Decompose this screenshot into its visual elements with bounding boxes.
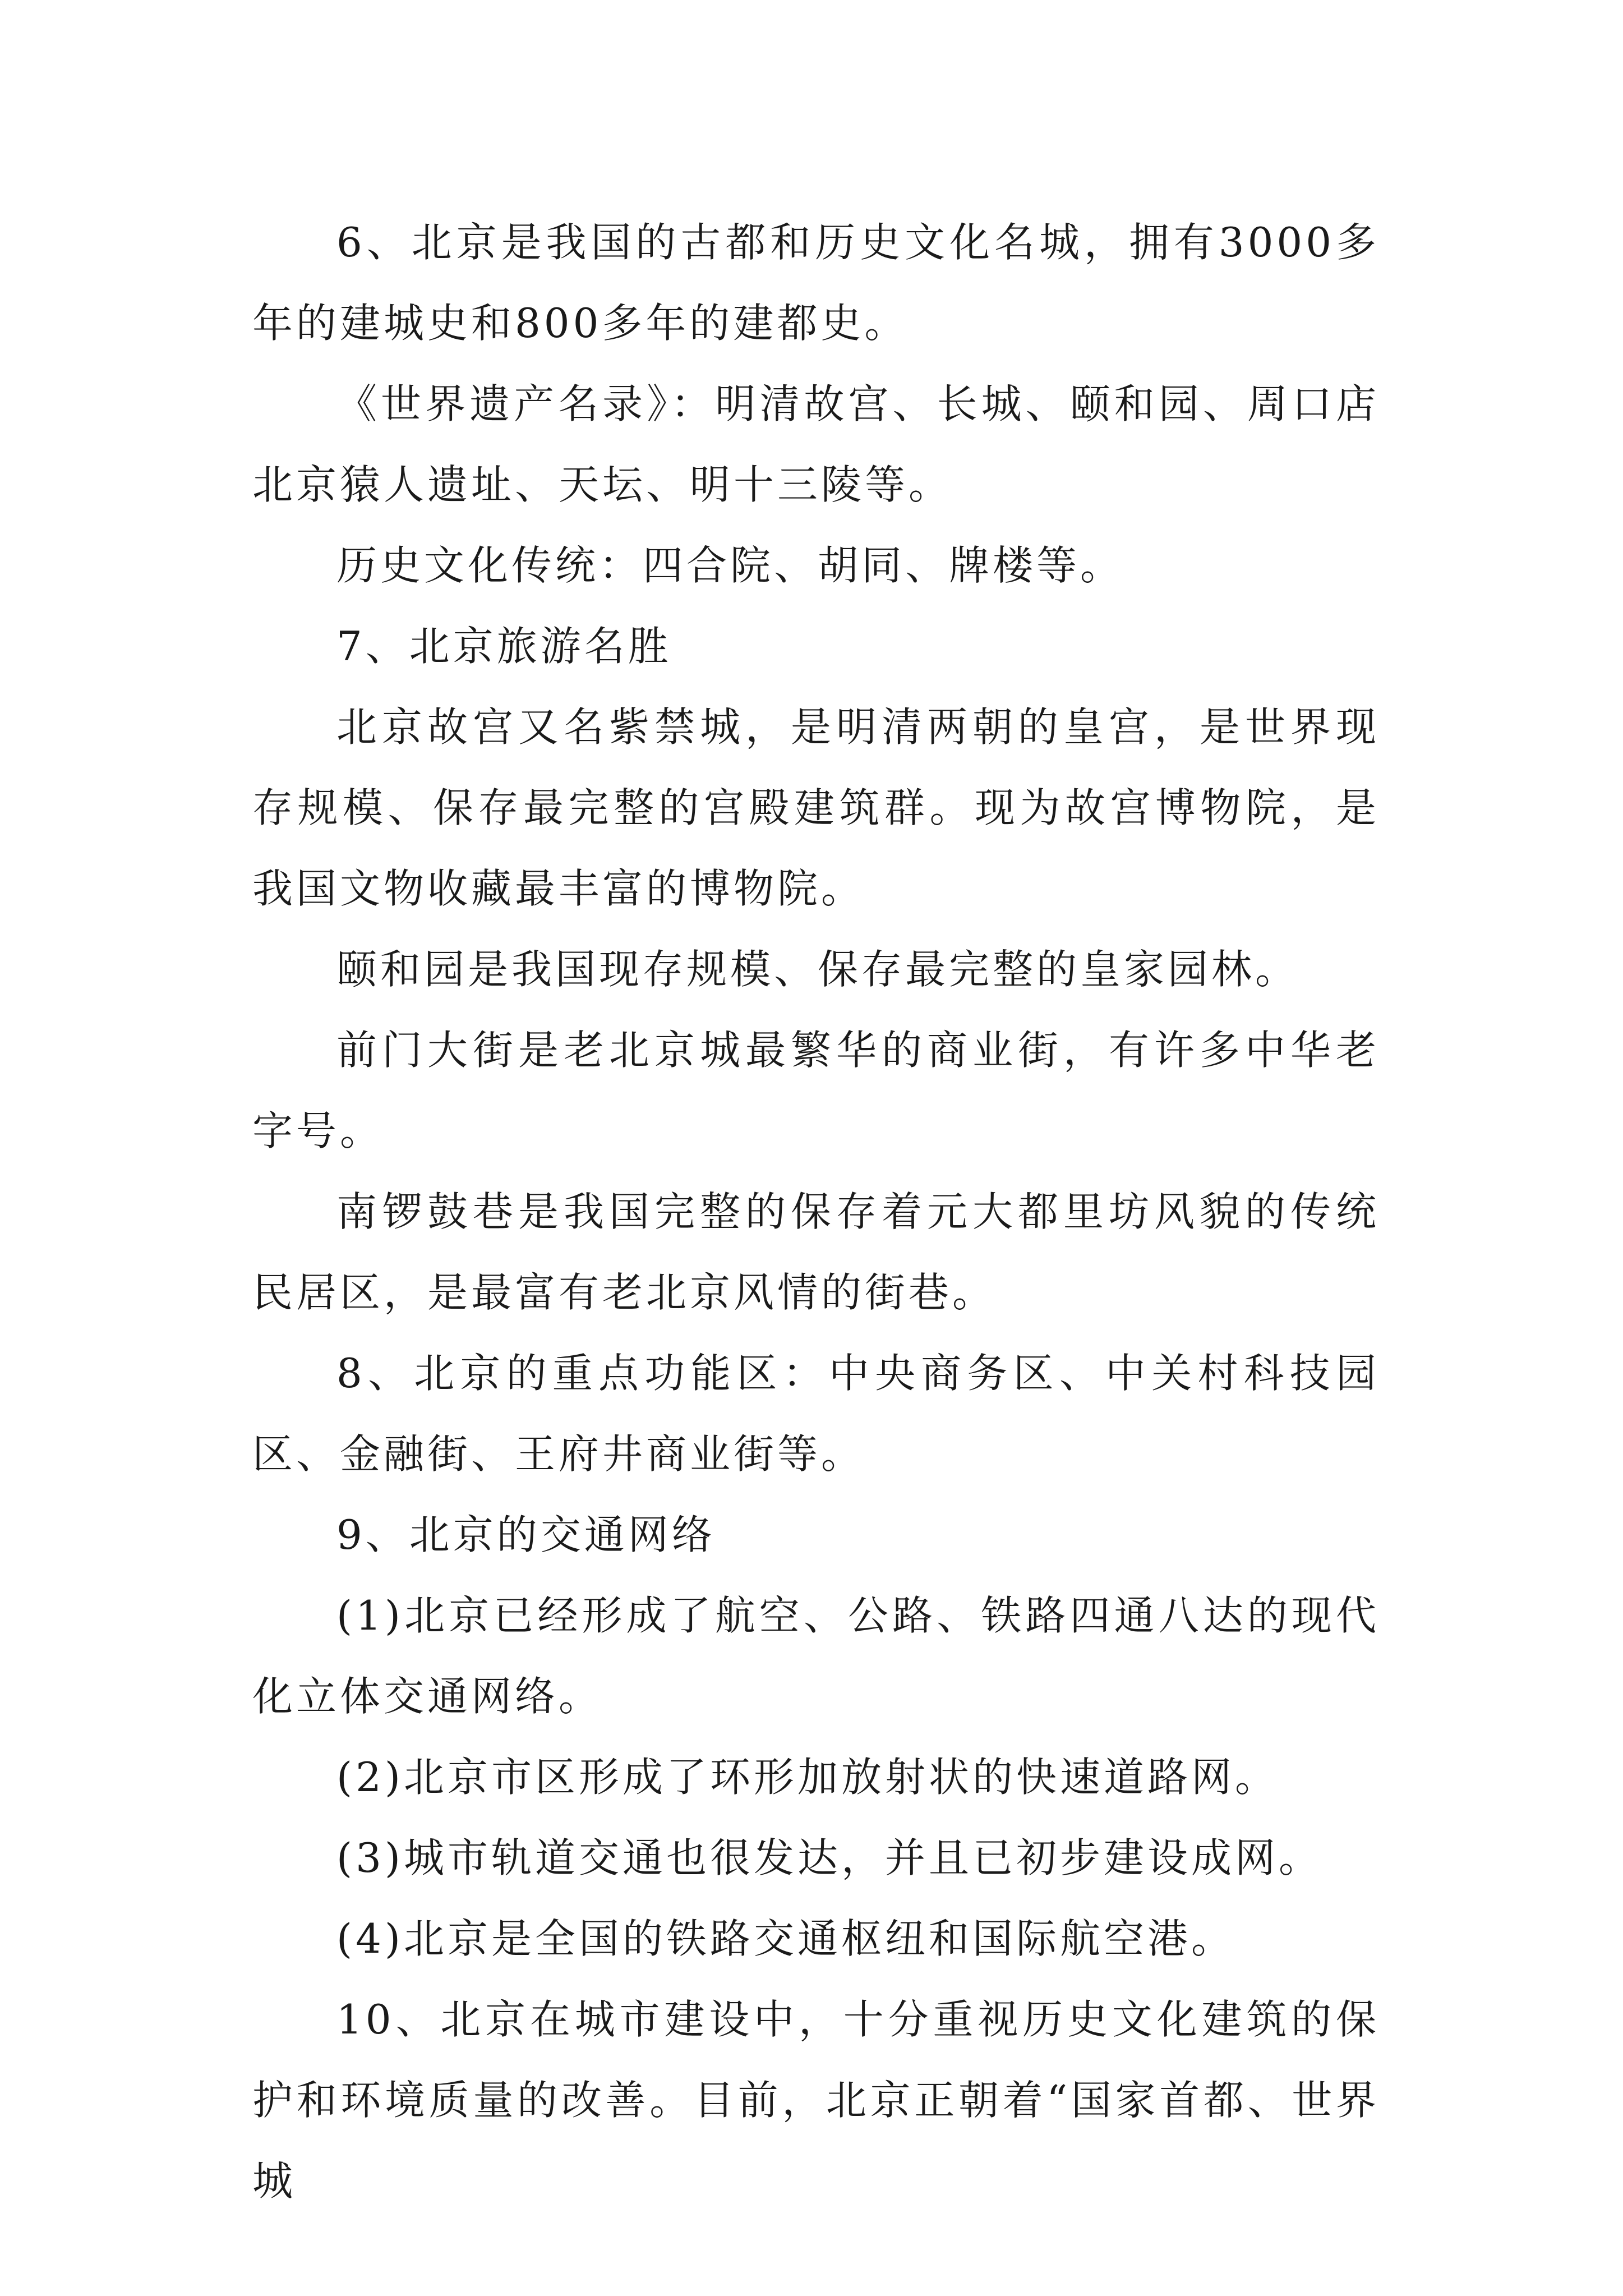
paragraph-transport-3: (3)城市轨道交通也很发达，并且已初步建设成网。 bbox=[336, 1834, 1322, 1881]
paragraph-nanluoguxiang: 南锣鼓巷是我国完整的保存着元大都里坊风貌的传统民居区，是最富有老北京风情的街巷。 bbox=[252, 1188, 1380, 1316]
paragraph-transport-1: (1)北京已经形成了航空、公路、铁路四通八达的现代化立体交通网络。 bbox=[252, 1592, 1380, 1720]
paragraph-qianmen-street: 前门大街是老北京城最繁华的商业街，有许多中华老字号。 bbox=[252, 1027, 1380, 1154]
paragraph-9-heading: 9、北京的交通网络 bbox=[336, 1511, 716, 1558]
paragraph-6-ancient-capital: 6、北京是我国的古都和历史文化名城，拥有3000多年的建城史和800多年的建都史。 bbox=[252, 219, 1380, 347]
paragraph-world-heritage: 《世界遗产名录》：明清故宫、长城、颐和园、周口店北京猿人遗址、天坛、明十三陵等。 bbox=[252, 380, 1380, 508]
paragraph-transport-2: (2)北京市区形成了环形加放射状的快速道路网。 bbox=[336, 1754, 1279, 1801]
paragraph-10-city-construction: 10、北京在城市建设中，十分重视历史文化建筑的保护和环境质量的改善。目前，北京正朝着“国家首都、世界城 bbox=[252, 1996, 1380, 2205]
paragraph-transport-4: (4)北京是全国的铁路交通枢纽和国际航空港。 bbox=[336, 1915, 1235, 1962]
paragraph-cultural-tradition: 历史文化传统：四合院、胡同、牌楼等。 bbox=[336, 542, 1124, 589]
document-body bbox=[252, 202, 1380, 2221]
paragraph-summer-palace: 颐和园是我国现存规模、保存最完整的皇家园林。 bbox=[336, 946, 1299, 993]
paragraph-forbidden-city: 北京故宫又名紫禁城，是明清两朝的皇宫，是世界现存规模、保存最完整的宫殿建筑群。现为故宫博物院，是我国文物收藏最丰富的博物院。 bbox=[252, 703, 1380, 912]
paragraph-7-heading: 7、北京旅游名胜 bbox=[336, 623, 672, 670]
paragraph-8-function-zones: 8、北京的重点功能区：中央商务区、中关村科技园区、金融街、王府井商业街等。 bbox=[252, 1350, 1380, 1478]
